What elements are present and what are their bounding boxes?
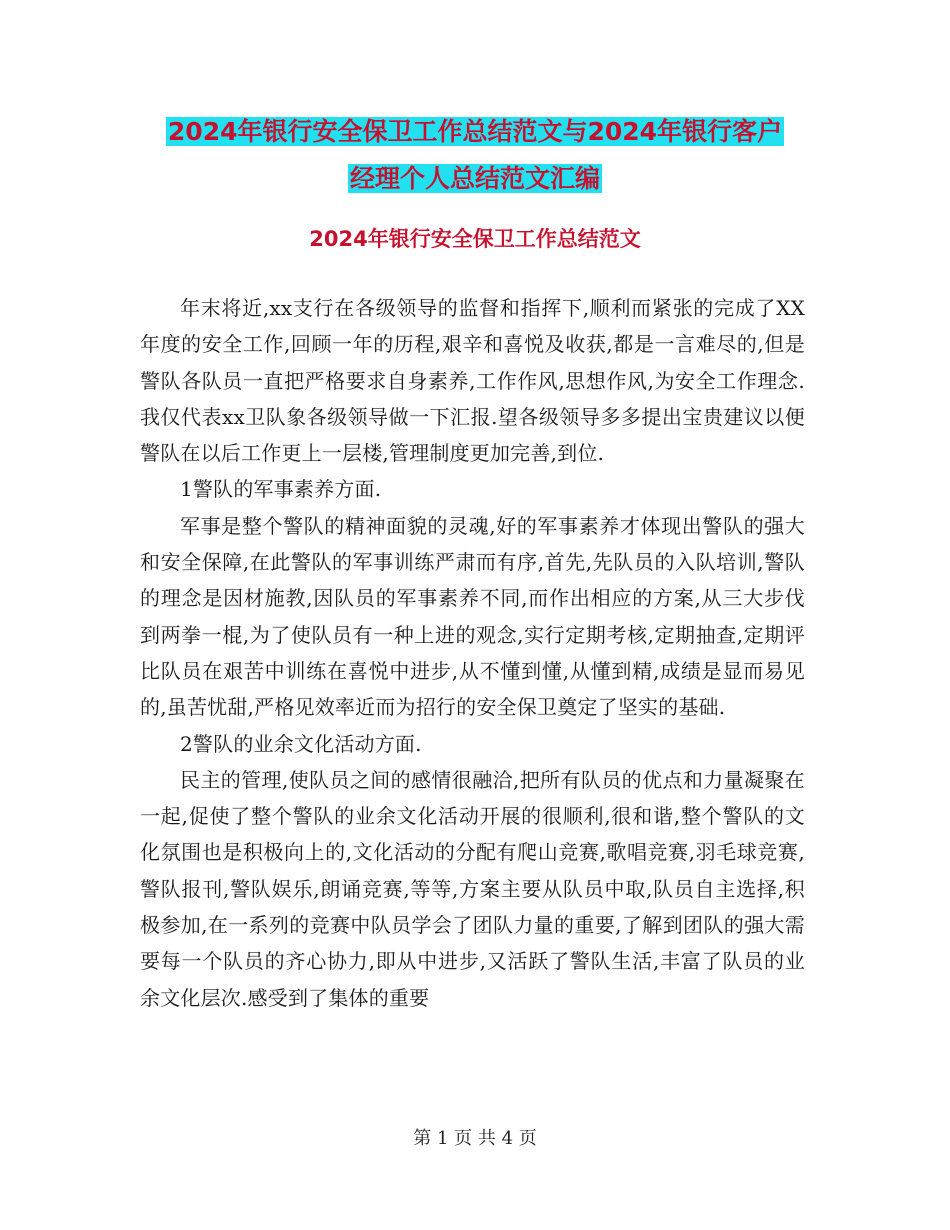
paragraph: 军事是整个警队的精神面貌的灵魂,好的军事素养才体现出警队的强大和安全保障,在此警队的军事训练严肃而有序,首先,先队员的入队培训,警队的理念是因材施教,因队员的军事素养不同,而作出相应的方案,从三大步伐到两拳一棍,为了使队员有一种上进的观念,实行定期考核,定期抽查,定期评比队员在艰苦中训练在喜悦中进步,从不懂到懂,从懂到精,成绩是显而易见的,虽苦忧甜,严格见效率近而为招行的安全保卫奠定了坚实的基础. xyxy=(140,513,805,720)
paragraph: 年末将近,xx支行在各级领导的监督和指挥下,顺利而紧张的完成了XX年度的安全工作,回顾一年的历程,艰辛和喜悦及收获,都是一言难尽的,但是警队各队员一直把严格要求自身素养,工作作风,思想作风,为安全工作理念.我仅代表xx卫队象各级领导做一下汇报.望各级领导多多提出宝贵建议以便警队在以后工作更上一层楼,管理制度更加完善,到位. xyxy=(140,296,805,466)
section-title: 2024年银行安全保卫工作总结范文 xyxy=(309,227,641,251)
document-title-line-2: 经理个人总结范文汇编 xyxy=(349,164,600,193)
paragraph: 2警队的业余文化活动方面. xyxy=(180,731,422,756)
page-number-footer: 第 1 页 共 4 页 xyxy=(413,1128,537,1149)
paragraph: 民主的管理,使队员之间的感情很融洽,把所有队员的优点和力量凝聚在一起,促使了整个警队的业余文化活动开展的很顺利,很和谐,整个警队的文化氛围也是积极向上的,文化活动的分配有爬山竞赛,歌唱竞赛,羽毛球竞赛,警队报刊,警队娱乐,朗诵竞赛,等等,方案主要从队员中取,队员自主选择,积极参加,在一系列的竞赛中队员学会了团队力量的重要,了解到团队的强大需要每一个队员的齐心协力,即从中进步,又活跃了警队生活,丰富了队员的业余文化层次.感受到了集体的重要 xyxy=(140,767,805,1010)
paragraph: 1警队的军事素养方面. xyxy=(180,477,382,502)
document-title-line-1: 2024年银行安全保卫工作总结范文与2024年银行客户 xyxy=(167,117,783,146)
body-text xyxy=(140,290,805,1016)
